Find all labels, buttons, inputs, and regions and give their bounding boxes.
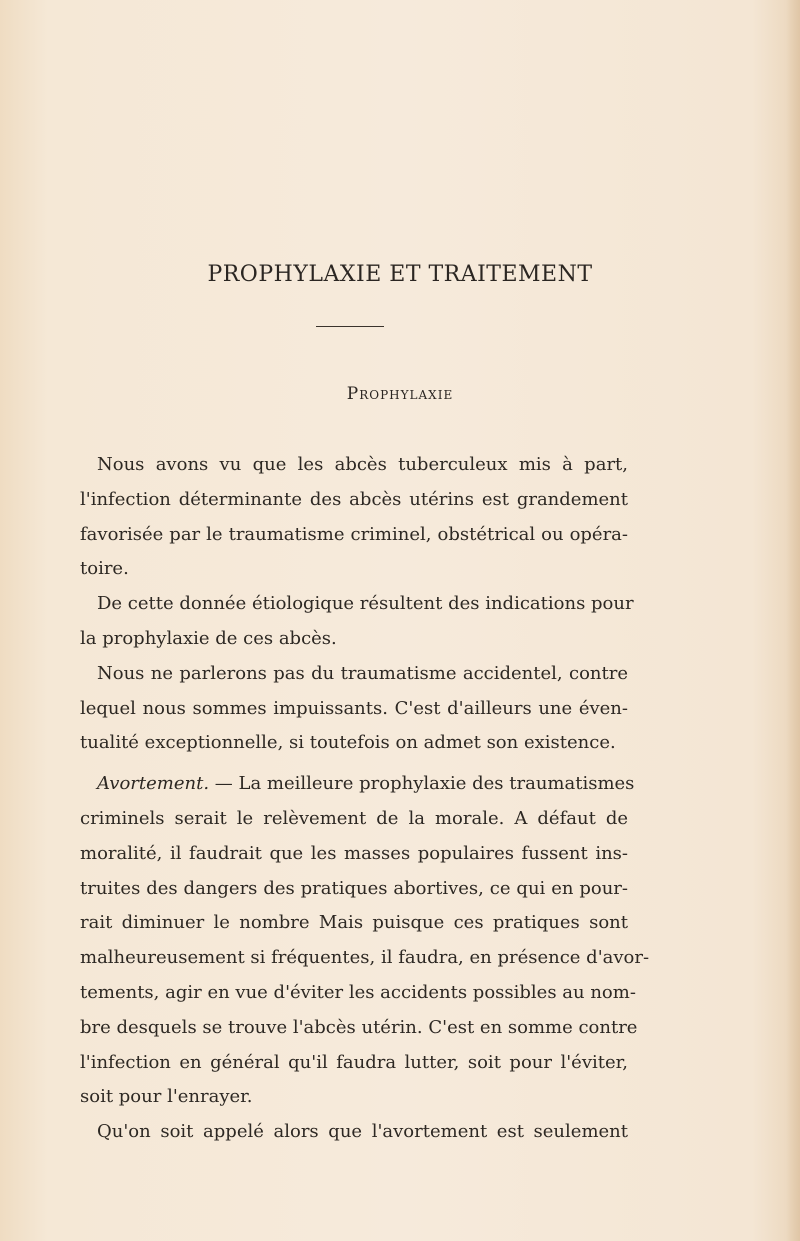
body-text [80,448,650,1150]
text-line: Nous ne parlerons pas du traumatisme accidentel, contre [97,662,628,684]
text-line: soit pour l'enrayer. [80,1086,253,1108]
text-line: lequel nous sommes impuissants. C'est d'ailleurs une éven- [80,697,628,719]
chapter-title: PROPHYLAXIE ET TRAITEMENT [207,262,593,287]
text-line-rest: — La meilleure prophylaxie des traumatismes [209,773,635,795]
text-line: rait diminuer le nombre Mais puisque ces pratiques sont [80,912,628,934]
text-line: la prophylaxie de ces abcès. [80,627,337,649]
text-line: favorisée par le traumatisme criminel, obstétrical ou opéra- [80,523,628,545]
text-line [80,767,635,802]
page-edge-shadow [786,0,800,1241]
title-rule [316,326,384,327]
text-line: malheureusement si fréquentes, il faudra, en présence d'avor- [80,947,650,969]
text-line: toire. [80,558,129,580]
text-line: tements, agir en vue d'éviter les accidents possibles au nom- [80,981,636,1003]
text-line: truites des dangers des pratiques abortives, ce qui en pour- [80,877,628,899]
text-line: l'infection déterminante des abcès utérins est grandement [80,488,628,510]
section-title: Prophylaxie [346,384,454,404]
text-line: Nous avons vu que les abcès tuberculeux mis à part, [97,454,628,475]
text-line: tualité exceptionnelle, si toutefois on admet son existence. [80,732,616,754]
subheading-avortement: Avortement. [97,773,210,795]
text-line: criminels serait le relèvement de la morale. A défaut de [80,807,628,829]
text-line: moralité, il faudrait que les masses populaires fussent ins- [80,842,628,864]
text-line: De cette donnée étiologique résultent des indications pour [97,593,634,615]
text-line: Qu'on soit appelé alors que l'avortement est seulement [97,1121,628,1143]
text-line: bre desquels se trouve l'abcès utérin. C'est en somme contre [80,1016,638,1038]
text-line: l'infection en général qu'il faudra lutter, soit pour l'éviter, [80,1051,628,1073]
